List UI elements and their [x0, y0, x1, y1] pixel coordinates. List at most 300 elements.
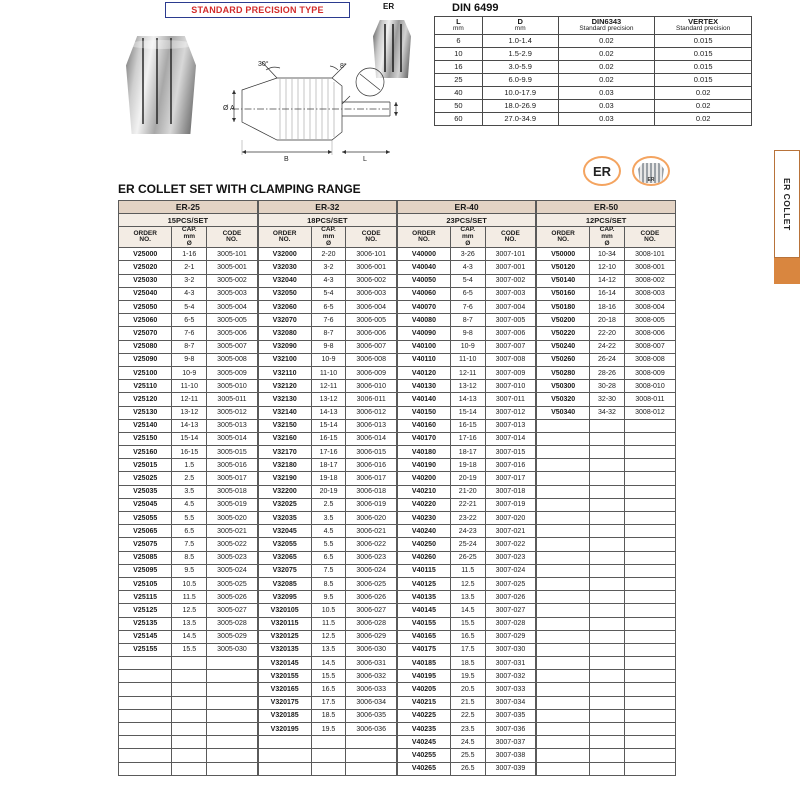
- cell-order-no: [536, 577, 589, 590]
- cell-code-no: 3007-034: [485, 696, 536, 709]
- cell-code-no: 3005-014: [207, 432, 258, 445]
- column-header-capacity: CAP. mm Ø: [311, 227, 346, 248]
- cell-capacity: 23.5: [450, 723, 485, 736]
- cell-code-no: [624, 709, 675, 722]
- cell-code-no: 3005-009: [207, 366, 258, 379]
- cell-code-no: 3007-026: [485, 591, 536, 604]
- cell-capacity: 3-26: [450, 248, 485, 261]
- collet-slot: [142, 38, 144, 124]
- cell-code-no: 3005-012: [207, 406, 258, 419]
- er-top-label: ER: [383, 2, 395, 11]
- cell-order-no: V25070: [119, 327, 172, 340]
- cell-order-no: [258, 736, 311, 749]
- cell-order-no: V50200: [536, 314, 589, 327]
- column-header-capacity: CAP. mm Ø: [450, 227, 485, 248]
- spec-cell: 27.0-34.9: [482, 112, 558, 125]
- cell-code-no: 3006-034: [346, 696, 397, 709]
- cell-capacity: 13.5: [450, 591, 485, 604]
- cell-capacity: 14.5: [172, 630, 207, 643]
- column-header-capacity: CAP. mm Ø: [172, 227, 207, 248]
- cell-code-no: [624, 591, 675, 604]
- cell-order-no: V32180: [258, 459, 311, 472]
- cell-order-no: [536, 512, 589, 525]
- cell-order-no: V40225: [397, 709, 450, 722]
- cell-code-no: 3007-020: [485, 512, 536, 525]
- cell-capacity: [311, 762, 346, 775]
- cell-order-no: [536, 657, 589, 670]
- cell-order-no: V40125: [397, 577, 450, 590]
- spec-cell: 0.03: [558, 99, 655, 112]
- cell-capacity: 21.5: [450, 696, 485, 709]
- cell-order-no: V40150: [397, 406, 450, 419]
- cell-order-no: V25150: [119, 432, 172, 445]
- cell-order-no: V25095: [119, 564, 172, 577]
- cell-code-no: [624, 551, 675, 564]
- cell-capacity: 3-2: [172, 274, 207, 287]
- cell-code-no: 3006-019: [346, 498, 397, 511]
- cell-capacity: 22-21: [450, 498, 485, 511]
- cell-capacity: 12-11: [311, 380, 346, 393]
- spec-cell: 0.02: [558, 47, 655, 60]
- cell-code-no: 3007-029: [485, 630, 536, 643]
- cell-order-no: V40170: [397, 432, 450, 445]
- cell-capacity: 26-24: [590, 353, 625, 366]
- cell-order-no: V40000: [397, 248, 450, 261]
- cell-order-no: [536, 723, 589, 736]
- cell-capacity: [172, 670, 207, 683]
- table-row: [119, 551, 676, 564]
- cell-capacity: 12-10: [590, 261, 625, 274]
- cell-order-no: V40210: [397, 485, 450, 498]
- cell-capacity: 4-3: [172, 287, 207, 300]
- spec-cell: 1.0-1.4: [482, 34, 558, 47]
- cell-code-no: 3006-023: [346, 551, 397, 564]
- cell-code-no: 3005-017: [207, 472, 258, 485]
- cell-order-no: [536, 551, 589, 564]
- cell-code-no: 3006-005: [346, 314, 397, 327]
- table-row: [119, 749, 676, 762]
- cell-capacity: 7-6: [311, 314, 346, 327]
- technical-drawing: [222, 60, 402, 165]
- group-row: [119, 201, 676, 214]
- cell-order-no: V40155: [397, 617, 450, 630]
- cell-order-no: [258, 762, 311, 775]
- cell-order-no: V40255: [397, 749, 450, 762]
- cell-order-no: [119, 749, 172, 762]
- cell-capacity: [590, 643, 625, 656]
- cell-capacity: 2.5: [311, 498, 346, 511]
- cell-capacity: 10.5: [311, 604, 346, 617]
- cell-capacity: 5-4: [172, 301, 207, 314]
- cell-capacity: 8-7: [450, 314, 485, 327]
- cell-code-no: 3005-101: [207, 248, 258, 261]
- cell-capacity: [590, 723, 625, 736]
- er-mini-label: ER: [647, 177, 655, 183]
- cell-code-no: 3006-007: [346, 340, 397, 353]
- cell-order-no: V32095: [258, 591, 311, 604]
- cell-order-no: V32120: [258, 380, 311, 393]
- table-row: [119, 327, 676, 340]
- cell-code-no: 3006-014: [346, 432, 397, 445]
- cell-order-no: [536, 683, 589, 696]
- cell-capacity: 14-13: [311, 406, 346, 419]
- cell-order-no: V25105: [119, 577, 172, 590]
- collet-slot: [170, 38, 172, 124]
- cell-capacity: [590, 630, 625, 643]
- cell-order-no: V320105: [258, 604, 311, 617]
- table-row: [119, 630, 676, 643]
- cell-capacity: 12-11: [172, 393, 207, 406]
- cell-capacity: 25.5: [450, 749, 485, 762]
- cell-code-no: 3007-011: [485, 393, 536, 406]
- cell-capacity: [590, 459, 625, 472]
- cell-order-no: [536, 498, 589, 511]
- spec-cell: 0.03: [558, 112, 655, 125]
- cell-code-no: [624, 749, 675, 762]
- cell-code-no: 3006-008: [346, 353, 397, 366]
- cell-order-no: V40265: [397, 762, 450, 775]
- cell-order-no: V25125: [119, 604, 172, 617]
- cell-order-no: V40140: [397, 393, 450, 406]
- cell-code-no: 3007-007: [485, 340, 536, 353]
- cell-capacity: 11-10: [172, 380, 207, 393]
- side-tab-er-collet: [774, 150, 800, 258]
- cell-order-no: [536, 670, 589, 683]
- cell-code-no: 3007-036: [485, 723, 536, 736]
- cell-capacity: 4-3: [450, 261, 485, 274]
- cell-order-no: [119, 657, 172, 670]
- cell-code-no: [207, 696, 258, 709]
- cell-order-no: V25140: [119, 419, 172, 432]
- cell-capacity: 18-17: [311, 459, 346, 472]
- spec-cell: 10: [435, 47, 483, 60]
- cell-code-no: 3007-022: [485, 538, 536, 551]
- pcs-er25: 15PCS/SET: [119, 214, 258, 227]
- cell-capacity: [172, 657, 207, 670]
- table-row: [119, 696, 676, 709]
- cell-capacity: 6.5: [172, 525, 207, 538]
- cell-capacity: 13-12: [172, 406, 207, 419]
- cell-order-no: V25155: [119, 643, 172, 656]
- cell-order-no: V50140: [536, 274, 589, 287]
- cell-order-no: V25015: [119, 459, 172, 472]
- cell-capacity: 15-14: [450, 406, 485, 419]
- cell-order-no: V40145: [397, 604, 450, 617]
- cell-code-no: 3007-023: [485, 551, 536, 564]
- drawing-label-angle8: 8°: [340, 63, 347, 70]
- cell-code-no: [624, 564, 675, 577]
- cell-order-no: V50120: [536, 261, 589, 274]
- cell-code-no: 3006-016: [346, 459, 397, 472]
- cell-order-no: V40260: [397, 551, 450, 564]
- cell-code-no: 3007-014: [485, 432, 536, 445]
- cell-capacity: 5.5: [311, 538, 346, 551]
- spec-cell: 0.02: [655, 112, 752, 125]
- cell-code-no: 3008-012: [624, 406, 675, 419]
- cell-order-no: V40200: [397, 472, 450, 485]
- cell-code-no: 3007-001: [485, 261, 536, 274]
- cell-capacity: 34-32: [590, 406, 625, 419]
- cell-code-no: 3007-028: [485, 617, 536, 630]
- cell-order-no: V40100: [397, 340, 450, 353]
- cell-capacity: 2-20: [311, 248, 346, 261]
- cell-code-no: 3005-008: [207, 353, 258, 366]
- spec-cell: 0.015: [655, 34, 752, 47]
- cell-order-no: V320145: [258, 657, 311, 670]
- cell-order-no: V32035: [258, 512, 311, 525]
- table-row: [119, 419, 676, 432]
- cell-order-no: V50000: [536, 248, 589, 261]
- cell-capacity: 17.5: [311, 696, 346, 709]
- table-row: [119, 736, 676, 749]
- spec-table-row: [435, 112, 752, 125]
- cell-code-no: 3005-027: [207, 604, 258, 617]
- pcs-er50: 12PCS/SET: [536, 214, 675, 227]
- cell-code-no: 3006-035: [346, 709, 397, 722]
- cell-order-no: V40180: [397, 446, 450, 459]
- cell-capacity: 32-30: [590, 393, 625, 406]
- cell-capacity: 9-8: [311, 340, 346, 353]
- cell-code-no: 3006-024: [346, 564, 397, 577]
- group-er40: ER-40: [397, 201, 536, 214]
- cell-capacity: 12-11: [450, 366, 485, 379]
- cell-code-no: 3008-005: [624, 314, 675, 327]
- cell-code-no: 3005-029: [207, 630, 258, 643]
- table-row: [119, 577, 676, 590]
- cell-order-no: V32045: [258, 525, 311, 538]
- cell-capacity: [590, 446, 625, 459]
- cell-capacity: 30-28: [590, 380, 625, 393]
- cell-capacity: 13-12: [311, 393, 346, 406]
- cell-capacity: 16-14: [590, 287, 625, 300]
- cell-order-no: V25135: [119, 617, 172, 630]
- cell-order-no: V32140: [258, 406, 311, 419]
- cell-order-no: V40040: [397, 261, 450, 274]
- table-row: [119, 512, 676, 525]
- cell-order-no: V40230: [397, 512, 450, 525]
- cell-code-no: [207, 709, 258, 722]
- cell-order-no: [119, 762, 172, 775]
- table-row: [119, 446, 676, 459]
- cell-code-no: 3007-030: [485, 643, 536, 656]
- group-er50: ER-50: [536, 201, 675, 214]
- cell-order-no: V40090: [397, 327, 450, 340]
- cell-order-no: V40080: [397, 314, 450, 327]
- spec-cell: 0.015: [655, 73, 752, 86]
- spec-cell: 0.02: [558, 73, 655, 86]
- cell-order-no: V40060: [397, 287, 450, 300]
- cell-order-no: V50340: [536, 406, 589, 419]
- table-row: [119, 762, 676, 775]
- cell-code-no: 3005-021: [207, 525, 258, 538]
- cell-order-no: V32160: [258, 432, 311, 445]
- cell-order-no: V32025: [258, 498, 311, 511]
- cell-capacity: 11-10: [450, 353, 485, 366]
- spec-cell: 0.02: [655, 86, 752, 99]
- cell-capacity: 16-15: [450, 419, 485, 432]
- cell-capacity: 9.5: [311, 591, 346, 604]
- cell-capacity: 18-16: [590, 301, 625, 314]
- cell-capacity: [311, 749, 346, 762]
- group-er32: ER-32: [258, 201, 397, 214]
- cell-capacity: 8-7: [311, 327, 346, 340]
- spec-cell: 6.0-9.9: [482, 73, 558, 86]
- cell-capacity: [172, 723, 207, 736]
- table-row: [119, 406, 676, 419]
- cell-capacity: 13.5: [311, 643, 346, 656]
- cell-order-no: V40135: [397, 591, 450, 604]
- cell-order-no: [119, 696, 172, 709]
- din-standard-title: DIN 6499: [452, 2, 499, 14]
- cell-code-no: [624, 538, 675, 551]
- cell-order-no: V32000: [258, 248, 311, 261]
- cell-capacity: 1-16: [172, 248, 207, 261]
- cell-order-no: V50240: [536, 340, 589, 353]
- cell-code-no: 3007-016: [485, 459, 536, 472]
- cell-order-no: V50300: [536, 380, 589, 393]
- cell-order-no: V25080: [119, 340, 172, 353]
- cell-code-no: [624, 446, 675, 459]
- cell-code-no: 3006-030: [346, 643, 397, 656]
- cell-order-no: [119, 709, 172, 722]
- cell-order-no: [119, 723, 172, 736]
- cell-code-no: 3007-033: [485, 683, 536, 696]
- cell-capacity: 8-7: [172, 340, 207, 353]
- cell-capacity: [590, 696, 625, 709]
- cell-code-no: 3007-025: [485, 577, 536, 590]
- cell-code-no: 3006-001: [346, 261, 397, 274]
- cell-capacity: 14.5: [450, 604, 485, 617]
- cell-code-no: 3006-009: [346, 366, 397, 379]
- cell-code-no: 3007-005: [485, 314, 536, 327]
- cell-order-no: V40165: [397, 630, 450, 643]
- cell-capacity: 8.5: [311, 577, 346, 590]
- cell-code-no: [207, 683, 258, 696]
- cell-capacity: [590, 762, 625, 775]
- cell-code-no: 3005-016: [207, 459, 258, 472]
- drawing-label-dia-a: Ø A: [223, 105, 235, 112]
- column-header-code-no: CODE NO.: [207, 227, 258, 248]
- cell-order-no: V25035: [119, 485, 172, 498]
- table-row: [119, 538, 676, 551]
- cell-capacity: 14.5: [311, 657, 346, 670]
- spec-col-vertex: VERTEX Standard precision: [655, 17, 752, 35]
- table-row: [119, 380, 676, 393]
- cell-capacity: [590, 736, 625, 749]
- cell-order-no: V50160: [536, 287, 589, 300]
- spec-cell: 50: [435, 99, 483, 112]
- cell-capacity: 18-17: [450, 446, 485, 459]
- cell-order-no: V40115: [397, 564, 450, 577]
- spec-cell: 1.5-2.9: [482, 47, 558, 60]
- cell-capacity: 3.5: [172, 485, 207, 498]
- cell-order-no: V32030: [258, 261, 311, 274]
- cell-order-no: V40215: [397, 696, 450, 709]
- cell-code-no: 3006-004: [346, 301, 397, 314]
- cell-order-no: V40245: [397, 736, 450, 749]
- spec-col-l: L mm: [435, 17, 483, 35]
- table-row: [119, 261, 676, 274]
- cell-capacity: 7-6: [172, 327, 207, 340]
- column-header-code-no: CODE NO.: [485, 227, 536, 248]
- cell-capacity: 9-8: [172, 353, 207, 366]
- cell-code-no: 3005-010: [207, 380, 258, 393]
- cell-order-no: V32110: [258, 366, 311, 379]
- cell-code-no: 3006-003: [346, 287, 397, 300]
- cell-capacity: 25-24: [450, 538, 485, 551]
- cell-capacity: [590, 485, 625, 498]
- page-title: ER COLLET SET WITH CLAMPING RANGE: [118, 182, 361, 196]
- cell-capacity: 1.5: [172, 459, 207, 472]
- cell-capacity: 4.5: [311, 525, 346, 538]
- cell-order-no: V50180: [536, 301, 589, 314]
- cell-order-no: V50220: [536, 327, 589, 340]
- cell-code-no: 3008-001: [624, 261, 675, 274]
- cell-order-no: [536, 525, 589, 538]
- cell-code-no: [624, 617, 675, 630]
- cell-code-no: 3007-002: [485, 274, 536, 287]
- cell-order-no: [536, 696, 589, 709]
- cell-order-no: V40190: [397, 459, 450, 472]
- collet-slot: [156, 38, 158, 124]
- cell-capacity: 20-18: [590, 314, 625, 327]
- cell-code-no: [624, 762, 675, 775]
- cell-order-no: V320125: [258, 630, 311, 643]
- cell-code-no: 3008-003: [624, 287, 675, 300]
- cell-capacity: [590, 617, 625, 630]
- spec-table-row: [435, 86, 752, 99]
- column-header-code-no: CODE NO.: [624, 227, 675, 248]
- cell-capacity: [590, 419, 625, 432]
- cell-capacity: 7-6: [450, 301, 485, 314]
- pcs-er40: 23PCS/SET: [397, 214, 536, 227]
- cell-order-no: [536, 485, 589, 498]
- cell-code-no: 3006-031: [346, 657, 397, 670]
- cell-code-no: [207, 723, 258, 736]
- cell-capacity: 15.5: [450, 617, 485, 630]
- table-row: [119, 591, 676, 604]
- cell-order-no: V40205: [397, 683, 450, 696]
- cell-capacity: 2.5: [172, 472, 207, 485]
- cell-code-no: [207, 670, 258, 683]
- cell-code-no: 3006-025: [346, 577, 397, 590]
- drawing-label-b: B: [284, 156, 289, 163]
- cell-order-no: [536, 630, 589, 643]
- cell-order-no: V25120: [119, 393, 172, 406]
- cell-code-no: [624, 512, 675, 525]
- cell-capacity: 2-1: [172, 261, 207, 274]
- cell-order-no: V25115: [119, 591, 172, 604]
- column-header-order-no: ORDER NO.: [258, 227, 311, 248]
- table-row: [119, 301, 676, 314]
- cell-capacity: 5-4: [450, 274, 485, 287]
- group-er25: ER-25: [119, 201, 258, 214]
- drawing-label-angle30: 30°: [258, 61, 269, 68]
- er-collet-icon-badge: [632, 156, 670, 186]
- cell-code-no: 3006-012: [346, 406, 397, 419]
- spec-cell: 0.02: [558, 60, 655, 73]
- collet-set-table: [118, 200, 676, 776]
- cell-capacity: 16-15: [311, 432, 346, 445]
- column-header-order-no: ORDER NO.: [397, 227, 450, 248]
- cell-capacity: 14-13: [450, 393, 485, 406]
- table-row: [119, 657, 676, 670]
- cell-capacity: 19-18: [450, 459, 485, 472]
- cell-order-no: V40185: [397, 657, 450, 670]
- table-row: [119, 525, 676, 538]
- spec-cell: 0.03: [558, 86, 655, 99]
- cell-order-no: V25110: [119, 380, 172, 393]
